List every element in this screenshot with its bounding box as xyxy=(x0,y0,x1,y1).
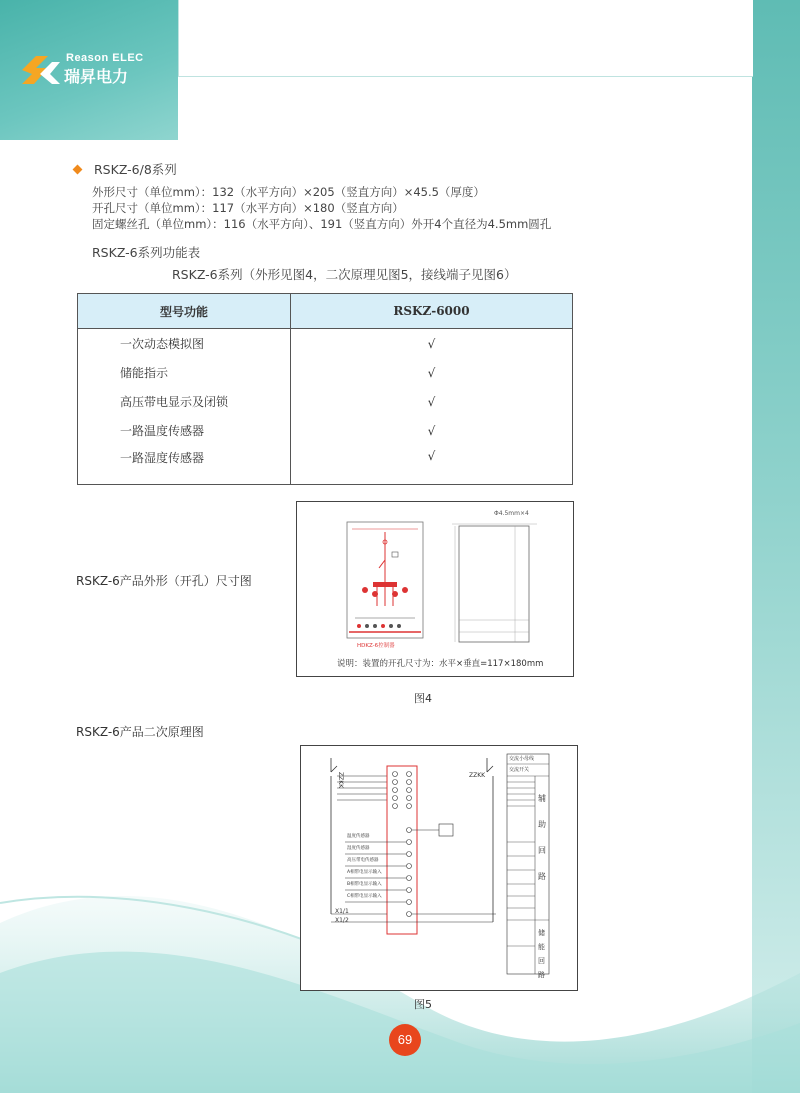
section-bullet-icon xyxy=(73,165,83,175)
figure5-right-switch: ZZKK xyxy=(469,772,486,779)
table-subtitle: RSKZ-6系列（外形见图4，二次原理见图5，接线端子见图6） xyxy=(172,267,517,282)
figure4-panel-label: HDKZ-6控制器 xyxy=(357,643,395,649)
figure5-legend-top-1: 交流开关 xyxy=(509,767,530,773)
figure5-legend-top-0: 交流小母线 xyxy=(509,756,535,762)
table-cell-check: √ xyxy=(291,358,573,387)
figure5-mid-label: 湿度传感器 xyxy=(347,846,370,851)
header-white-banner xyxy=(178,0,753,77)
section-title: RSKZ-6/8系列 xyxy=(94,162,177,177)
table-row xyxy=(78,416,573,445)
brand-name-cn: 瑞昇电力 xyxy=(64,67,129,86)
figure5-caption: 图5 xyxy=(414,998,432,1011)
figure5-label: RSKZ-6产品二次原理图 xyxy=(76,725,204,739)
figure4-frame xyxy=(296,501,574,677)
table-cell-feature: 一路湿度传感器 xyxy=(78,445,291,485)
figure4-caption: 图4 xyxy=(414,692,432,705)
table-cell-check: √ xyxy=(291,416,573,445)
figure5-left-switch: ZZKK xyxy=(337,772,344,789)
table-cell-check: √ xyxy=(291,387,573,416)
table-title: RSKZ-6系列功能表 xyxy=(92,245,201,260)
table-row xyxy=(78,445,573,485)
spec-outer-size: 外形尺寸（单位mm）：132（水平方向）×205（竖直方向）×45.5（厚度） xyxy=(92,185,485,199)
page-number: 69 xyxy=(389,1024,421,1056)
figure5-mid-label: 温度传感器 xyxy=(347,834,370,839)
figure5-mid-label: C相带电显示输入 xyxy=(347,894,382,899)
table-cell-feature: 一次动态模拟图 xyxy=(78,329,291,359)
figure5-mid-label: A相带电显示输入 xyxy=(347,870,382,875)
figure5-terminal-x11: X1/1 xyxy=(335,908,349,915)
spec-hole-size: 开孔尺寸（单位mm）：117（水平方向）×180（竖直方向） xyxy=(92,201,404,215)
brand-name-en: Reason ELEC xyxy=(66,52,144,64)
figure4-hole-label: Φ4.5mm×4 xyxy=(494,510,529,517)
table-row xyxy=(78,387,573,416)
table-header-model: RSKZ-6000 xyxy=(291,294,573,329)
figure4-drawing xyxy=(297,502,573,676)
table-cell-feature: 储能指示 xyxy=(78,358,291,387)
table-header-function: 型号功能 xyxy=(78,294,291,329)
table-cell-feature: 一路温度传感器 xyxy=(78,416,291,445)
figure4-label: RSKZ-6产品外形（开孔）尺寸图 xyxy=(76,574,252,588)
table-cell-check: √ xyxy=(291,329,573,359)
figure5-mid-label: 高压带电传感器 xyxy=(347,858,379,863)
spec-screw-holes: 固定螺丝孔（单位mm）：116（水平方向）、191（竖直方向）外开4个直径为4.5mm圆孔 xyxy=(92,217,552,231)
table-cell-check: √ xyxy=(291,445,573,485)
figure5-mid-labels xyxy=(347,831,382,903)
figure5-frame xyxy=(300,745,578,991)
table-row xyxy=(78,358,573,387)
table-row xyxy=(78,329,573,359)
function-table xyxy=(77,293,573,485)
table-cell-feature: 高压带电显示及闭锁 xyxy=(78,387,291,416)
figure5-legend-bottom: 储能回路 xyxy=(538,929,545,979)
figure5-legend-side: 辅助回路 xyxy=(538,794,546,881)
figure4-note: 说明：装置的开孔尺寸为：水平×垂直=117×180mm xyxy=(337,659,544,669)
figure5-mid-label: B相带电显示输入 xyxy=(347,882,382,887)
figure5-terminal-x12: X1/2 xyxy=(335,917,349,924)
